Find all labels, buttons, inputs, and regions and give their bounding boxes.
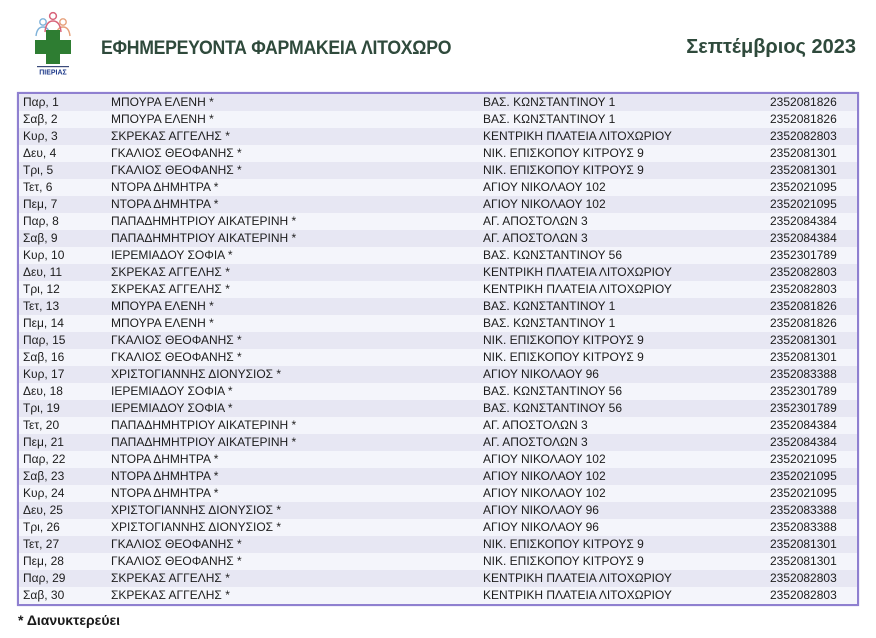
pharmacist-name-cell: ΧΡΙΣΤΟΓΙΑΝΝΗΣ ΔΙΟΝΥΣΙΟΣ * (111, 502, 483, 519)
table-row (19, 247, 857, 264)
phone-cell: 2352082803 (768, 587, 857, 604)
svg-text:ΠΙΕΡΙΑΣ: ΠΙΕΡΙΑΣ (39, 69, 67, 76)
pharmacist-name-cell: ΙΕΡΕΜΙΑΔΟΥ ΣΟΦΙΑ * (111, 383, 483, 400)
table-row (19, 468, 857, 485)
address-cell: ΑΓ. ΑΠΟΣΤΟΛΩΝ 3 (483, 434, 768, 451)
address-cell: ΚΕΝΤΡΙΚΗ ΠΛΑΤΕΙΑ ΛΙΤΟΧΩΡΙΟΥ (483, 264, 768, 281)
table-row (19, 128, 857, 145)
pharmacist-name-cell: ΓΚΑΛΙΟΣ ΘΕΟΦΑΝΗΣ * (111, 332, 483, 349)
address-cell: ΑΓ. ΑΠΟΣΤΟΛΩΝ 3 (483, 213, 768, 230)
address-cell: ΒΑΣ. ΚΩΝΣΤΑΝΤΙΝΟΥ 1 (483, 298, 768, 315)
table-row (19, 451, 857, 468)
month-label: Σεπτέμβριος 2023 (686, 36, 856, 58)
table-row (19, 366, 857, 383)
pharmacist-name-cell: ΜΠΟΥΡΑ ΕΛΕΝΗ * (111, 315, 483, 332)
address-cell: ΚΕΝΤΡΙΚΗ ΠΛΑΤΕΙΑ ΛΙΤΟΧΩΡΙΟΥ (483, 570, 768, 587)
table-row (19, 213, 857, 230)
table-row (19, 587, 857, 604)
day-cell: Παρ, 1 (19, 94, 111, 111)
phone-cell: 2352021095 (768, 451, 857, 468)
day-cell: Σαβ, 23 (19, 468, 111, 485)
phone-cell: 2352084384 (768, 417, 857, 434)
pharmacy-cross-logo-icon (30, 10, 76, 76)
phone-cell: 2352083388 (768, 502, 857, 519)
pharmacist-name-cell: ΜΠΟΥΡΑ ΕΛΕΝΗ * (111, 94, 483, 111)
phone-cell: 2352081301 (768, 536, 857, 553)
table-row (19, 264, 857, 281)
address-cell: ΒΑΣ. ΚΩΝΣΤΑΝΤΙΝΟΥ 56 (483, 400, 768, 417)
pharmacist-name-cell: ΓΚΑΛΙΟΣ ΘΕΟΦΑΝΗΣ * (111, 553, 483, 570)
pharmacist-name-cell: ΜΠΟΥΡΑ ΕΛΕΝΗ * (111, 111, 483, 128)
table-row (19, 196, 857, 213)
address-cell: ΝΙΚ. ΕΠΙΣΚΟΠΟΥ ΚΙΤΡΟΥΣ 9 (483, 536, 768, 553)
address-cell: ΑΓ. ΑΠΟΣΤΟΛΩΝ 3 (483, 230, 768, 247)
phone-cell: 2352084384 (768, 213, 857, 230)
table-row (19, 485, 857, 502)
phone-cell: 2352021095 (768, 179, 857, 196)
address-cell: ΑΓΙΟΥ ΝΙΚΟΛΑΟΥ 102 (483, 485, 768, 502)
day-cell: Δευ, 4 (19, 145, 111, 162)
address-cell: ΝΙΚ. ΕΠΙΣΚΟΠΟΥ ΚΙΤΡΟΥΣ 9 (483, 162, 768, 179)
table-row (19, 162, 857, 179)
address-cell: ΑΓΙΟΥ ΝΙΚΟΛΑΟΥ 102 (483, 196, 768, 213)
day-cell: Τετ, 27 (19, 536, 111, 553)
pharmacist-name-cell: ΠΑΠΑΔΗΜΗΤΡΙΟΥ ΑΙΚΑΤΕΡΙΝΗ * (111, 230, 483, 247)
table-row (19, 298, 857, 315)
day-cell: Δευ, 11 (19, 264, 111, 281)
address-cell: ΑΓΙΟΥ ΝΙΚΟΛΑΟΥ 96 (483, 502, 768, 519)
pharmacist-name-cell: ΝΤΟΡΑ ΔΗΜΗΤΡΑ * (111, 451, 483, 468)
address-cell: ΝΙΚ. ΕΠΙΣΚΟΠΟΥ ΚΙΤΡΟΥΣ 9 (483, 553, 768, 570)
phone-cell: 2352301789 (768, 383, 857, 400)
table-row (19, 332, 857, 349)
pharmacist-name-cell: ΓΚΑΛΙΟΣ ΘΕΟΦΑΝΗΣ * (111, 349, 483, 366)
page-header (0, 0, 876, 88)
pharmacist-name-cell: ΠΑΠΑΔΗΜΗΤΡΙΟΥ ΑΙΚΑΤΕΡΙΝΗ * (111, 213, 483, 230)
table-row (19, 417, 857, 434)
day-cell: Σαβ, 2 (19, 111, 111, 128)
day-cell: Κυρ, 24 (19, 485, 111, 502)
address-cell: ΝΙΚ. ΕΠΙΣΚΟΠΟΥ ΚΙΤΡΟΥΣ 9 (483, 349, 768, 366)
table-row (19, 94, 857, 111)
day-cell: Παρ, 15 (19, 332, 111, 349)
address-cell: ΚΕΝΤΡΙΚΗ ΠΛΑΤΕΙΑ ΛΙΤΟΧΩΡΙΟΥ (483, 587, 768, 604)
pharmacist-name-cell: ΝΤΟΡΑ ΔΗΜΗΤΡΑ * (111, 468, 483, 485)
address-cell: ΑΓΙΟΥ ΝΙΚΟΛΑΟΥ 102 (483, 451, 768, 468)
pharmacist-name-cell: ΣΚΡΕΚΑΣ ΑΓΓΕΛΗΣ * (111, 570, 483, 587)
table-row (19, 145, 857, 162)
day-cell: Τρι, 5 (19, 162, 111, 179)
phone-cell: 2352021095 (768, 468, 857, 485)
phone-cell: 2352301789 (768, 400, 857, 417)
phone-cell: 2352081826 (768, 111, 857, 128)
table-row (19, 230, 857, 247)
day-cell: Πεμ, 21 (19, 434, 111, 451)
table-row (19, 570, 857, 587)
pharmacist-name-cell: ΧΡΙΣΤΟΓΙΑΝΝΗΣ ΔΙΟΝΥΣΙΟΣ * (111, 366, 483, 383)
table-row (19, 536, 857, 553)
address-cell: ΝΙΚ. ΕΠΙΣΚΟΠΟΥ ΚΙΤΡΟΥΣ 9 (483, 145, 768, 162)
table-row (19, 434, 857, 451)
pharmacy-association-logo (30, 10, 76, 76)
phone-cell: 2352081301 (768, 349, 857, 366)
table-row (19, 383, 857, 400)
table-row (19, 281, 857, 298)
table-row (19, 349, 857, 366)
day-cell: Τετ, 6 (19, 179, 111, 196)
pharmacist-name-cell: ΝΤΟΡΑ ΔΗΜΗΤΡΑ * (111, 485, 483, 502)
day-cell: Παρ, 8 (19, 213, 111, 230)
page-title: ΕΦΗΜΕΡΕΥΟΝΤΑ ΦΑΡΜΑΚΕΙΑ ΛΙΤΟΧΩΡΟ (101, 38, 452, 59)
phone-cell: 2352081826 (768, 94, 857, 111)
day-cell: Παρ, 22 (19, 451, 111, 468)
pharmacist-name-cell: ΓΚΑΛΙΟΣ ΘΕΟΦΑΝΗΣ * (111, 162, 483, 179)
pharmacist-name-cell: ΝΤΟΡΑ ΔΗΜΗΤΡΑ * (111, 196, 483, 213)
pharmacist-name-cell: ΠΑΠΑΔΗΜΗΤΡΙΟΥ ΑΙΚΑΤΕΡΙΝΗ * (111, 417, 483, 434)
duty-schedule-table (17, 92, 859, 606)
phone-cell: 2352081826 (768, 315, 857, 332)
pharmacist-name-cell: ΧΡΙΣΤΟΓΙΑΝΝΗΣ ΔΙΟΝΥΣΙΟΣ * (111, 519, 483, 536)
phone-cell: 2352081301 (768, 553, 857, 570)
phone-cell: 2352082803 (768, 570, 857, 587)
pharmacist-name-cell: ΝΤΟΡΑ ΔΗΜΗΤΡΑ * (111, 179, 483, 196)
phone-cell: 2352084384 (768, 230, 857, 247)
phone-cell: 2352021095 (768, 196, 857, 213)
phone-cell: 2352081301 (768, 162, 857, 179)
phone-cell: 2352081301 (768, 332, 857, 349)
phone-cell: 2352082803 (768, 281, 857, 298)
address-cell: ΑΓΙΟΥ ΝΙΚΟΛΑΟΥ 96 (483, 366, 768, 383)
pharmacist-name-cell: ΣΚΡΕΚΑΣ ΑΓΓΕΛΗΣ * (111, 587, 483, 604)
address-cell: ΚΕΝΤΡΙΚΗ ΠΛΑΤΕΙΑ ΛΙΤΟΧΩΡΙΟΥ (483, 281, 768, 298)
address-cell: ΝΙΚ. ΕΠΙΣΚΟΠΟΥ ΚΙΤΡΟΥΣ 9 (483, 332, 768, 349)
day-cell: Πεμ, 7 (19, 196, 111, 213)
day-cell: Τρι, 12 (19, 281, 111, 298)
day-cell: Δευ, 25 (19, 502, 111, 519)
address-cell: ΒΑΣ. ΚΩΝΣΤΑΝΤΙΝΟΥ 1 (483, 94, 768, 111)
table-row (19, 553, 857, 570)
pharmacist-name-cell: ΓΚΑΛΙΟΣ ΘΕΟΦΑΝΗΣ * (111, 536, 483, 553)
table-row (19, 502, 857, 519)
day-cell: Σαβ, 16 (19, 349, 111, 366)
address-cell: ΑΓΙΟΥ ΝΙΚΟΛΑΟΥ 102 (483, 179, 768, 196)
address-cell: ΒΑΣ. ΚΩΝΣΤΑΝΤΙΝΟΥ 56 (483, 383, 768, 400)
address-cell: ΑΓΙΟΥ ΝΙΚΟΛΑΟΥ 96 (483, 519, 768, 536)
phone-cell: 2352081826 (768, 298, 857, 315)
phone-cell: 2352081301 (768, 145, 857, 162)
pharmacist-name-cell: ΣΚΡΕΚΑΣ ΑΓΓΕΛΗΣ * (111, 128, 483, 145)
pharmacist-name-cell: ΣΚΡΕΚΑΣ ΑΓΓΕΛΗΣ * (111, 264, 483, 281)
day-cell: Κυρ, 17 (19, 366, 111, 383)
table-row (19, 315, 857, 332)
day-cell: Σαβ, 9 (19, 230, 111, 247)
schedule-body (19, 94, 857, 604)
day-cell: Δευ, 18 (19, 383, 111, 400)
pharmacist-name-cell: ΙΕΡΕΜΙΑΔΟΥ ΣΟΦΙΑ * (111, 400, 483, 417)
day-cell: Πεμ, 28 (19, 553, 111, 570)
address-cell: ΑΓ. ΑΠΟΣΤΟΛΩΝ 3 (483, 417, 768, 434)
table-row (19, 400, 857, 417)
phone-cell: 2352021095 (768, 485, 857, 502)
pharmacist-name-cell: ΜΠΟΥΡΑ ΕΛΕΝΗ * (111, 298, 483, 315)
pharmacist-name-cell: ΓΚΑΛΙΟΣ ΘΕΟΦΑΝΗΣ * (111, 145, 483, 162)
table-row (19, 179, 857, 196)
pharmacist-name-cell: ΙΕΡΕΜΙΑΔΟΥ ΣΟΦΙΑ * (111, 247, 483, 264)
day-cell: Πεμ, 14 (19, 315, 111, 332)
table-row (19, 111, 857, 128)
address-cell: ΒΑΣ. ΚΩΝΣΤΑΝΤΙΝΟΥ 1 (483, 111, 768, 128)
address-cell: ΑΓΙΟΥ ΝΙΚΟΛΑΟΥ 102 (483, 468, 768, 485)
footnote-overnight: * Διανυκτερεύει (18, 612, 120, 628)
day-cell: Τρι, 26 (19, 519, 111, 536)
address-cell: ΒΑΣ. ΚΩΝΣΤΑΝΤΙΝΟΥ 1 (483, 315, 768, 332)
day-cell: Τρι, 19 (19, 400, 111, 417)
table-row (19, 519, 857, 536)
pharmacist-name-cell: ΠΑΠΑΔΗΜΗΤΡΙΟΥ ΑΙΚΑΤΕΡΙΝΗ * (111, 434, 483, 451)
phone-cell: 2352301789 (768, 247, 857, 264)
day-cell: Τετ, 20 (19, 417, 111, 434)
pharmacist-name-cell: ΣΚΡΕΚΑΣ ΑΓΓΕΛΗΣ * (111, 281, 483, 298)
address-cell: ΚΕΝΤΡΙΚΗ ΠΛΑΤΕΙΑ ΛΙΤΟΧΩΡΙΟΥ (483, 128, 768, 145)
phone-cell: 2352083388 (768, 366, 857, 383)
day-cell: Τετ, 13 (19, 298, 111, 315)
day-cell: Κυρ, 10 (19, 247, 111, 264)
phone-cell: 2352083388 (768, 519, 857, 536)
day-cell: Παρ, 29 (19, 570, 111, 587)
address-cell: ΒΑΣ. ΚΩΝΣΤΑΝΤΙΝΟΥ 56 (483, 247, 768, 264)
day-cell: Σαβ, 30 (19, 587, 111, 604)
phone-cell: 2352082803 (768, 264, 857, 281)
phone-cell: 2352084384 (768, 434, 857, 451)
phone-cell: 2352082803 (768, 128, 857, 145)
day-cell: Κυρ, 3 (19, 128, 111, 145)
